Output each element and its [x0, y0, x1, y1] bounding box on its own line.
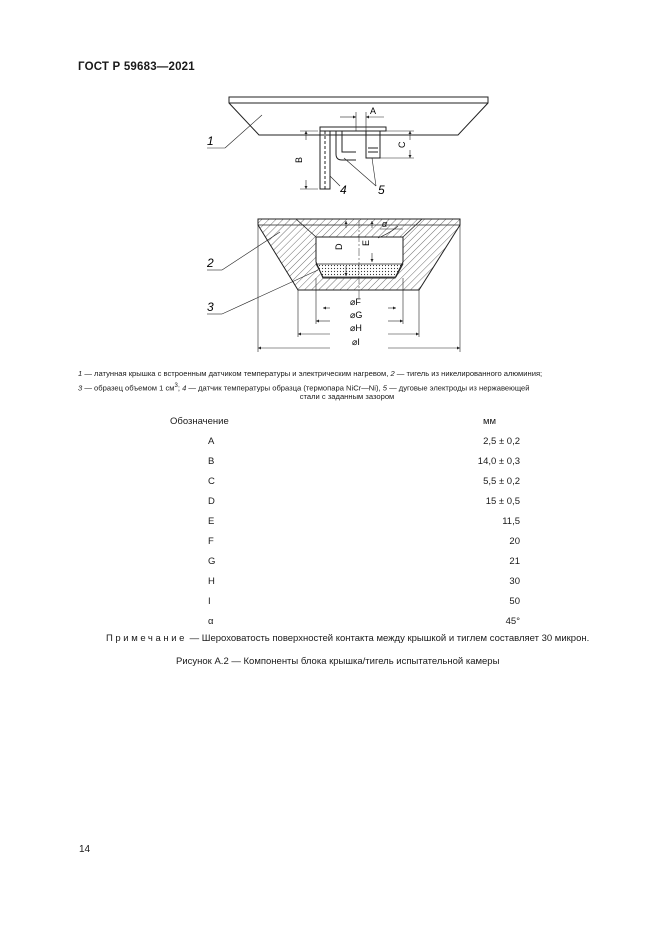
callout-2: 2 [207, 256, 214, 270]
callout-5: 5 [378, 183, 385, 197]
leader-lines-top [207, 115, 376, 186]
lid-part [229, 97, 488, 135]
callout-3: 3 [207, 300, 214, 314]
value-cell: 14,0 ± 0,3 [477, 455, 520, 467]
dim-label-b: B [294, 156, 304, 163]
figure-note [106, 633, 589, 644]
value-cell: 45° [505, 615, 520, 627]
document-header: ГОСТ Р 59683—2021 [78, 61, 195, 73]
dim-label-alpha: α [382, 219, 388, 229]
technical-drawing [0, 0, 661, 360]
dim-label-i: ⌀I [352, 337, 360, 347]
dim-label-a: A [370, 106, 377, 116]
sample-part [316, 264, 403, 277]
value-cell: 21 [509, 555, 520, 567]
value-cell: 50 [509, 595, 520, 607]
table-row [170, 591, 522, 611]
value-cell: 20 [509, 535, 520, 547]
table-row [170, 551, 522, 571]
callout-1: 1 [207, 134, 214, 148]
note-label: Примечание [106, 633, 187, 644]
dim-a [340, 112, 384, 131]
symbol-cell: D [208, 495, 215, 507]
table-row [170, 611, 522, 631]
table-row [170, 471, 522, 491]
table-row [170, 511, 522, 531]
table-row [170, 531, 522, 551]
dim-label-f: ⌀F [350, 297, 361, 307]
dim-label-e: E [361, 239, 371, 246]
table-row [170, 491, 522, 511]
callout-4: 4 [340, 183, 347, 197]
figure-legend-line2: 3 — образец объемом 1 $см^3$; 4 — датчик температуры образца (термопара NiCr—Ni), 5 — дуговые электроды из нержавеющей [78, 383, 530, 393]
table-row [170, 451, 522, 471]
dim-label-h: ⌀H [350, 323, 362, 333]
figure-legend-line1: 1 — латунная крышка с встроенным датчиком температуры и электрическим нагревом, 2 — тигель из никелированного алюминия; [78, 369, 543, 378]
column-header-unit: мм [482, 415, 496, 427]
symbol-cell: F [208, 535, 214, 547]
symbol-cell: H [208, 575, 215, 587]
note-text: — Шероховатость поверхностей контакта между крышкой и тиглем составляет 30 микрон. [187, 633, 590, 644]
page-number: 14 [79, 844, 91, 855]
dim-label-g: ⌀G [350, 310, 363, 320]
thermocouple-part [320, 131, 330, 189]
figure-legend-line3: стали с заданным зазором [299, 392, 395, 401]
table-header-row [170, 411, 522, 431]
table-row [170, 571, 522, 591]
value-cell: 15 ± 0,5 [485, 495, 520, 507]
value-cell: 2,5 ± 0,2 [483, 435, 520, 447]
table-row [170, 431, 522, 451]
value-cell: 11,5 [502, 515, 520, 527]
symbol-cell: I [208, 595, 211, 607]
symbol-cell: B [208, 455, 215, 467]
symbol-cell: A [208, 435, 215, 447]
symbol-cell: α [208, 615, 214, 627]
dim-label-d: D [334, 243, 344, 250]
value-cell: 5,5 ± 0,2 [483, 475, 520, 487]
value-cell: 30 [509, 575, 520, 587]
symbol-cell: G [208, 555, 216, 567]
symbol-cell: C [208, 475, 215, 487]
figure-caption: Рисунок А.2 — Компоненты блока крышка/тигель испытательной камеры [176, 656, 500, 667]
dimensions-table [170, 411, 522, 631]
column-header-symbol: Обозначение [170, 415, 229, 427]
dim-label-c: C [397, 141, 407, 148]
symbol-cell: E [208, 515, 215, 527]
